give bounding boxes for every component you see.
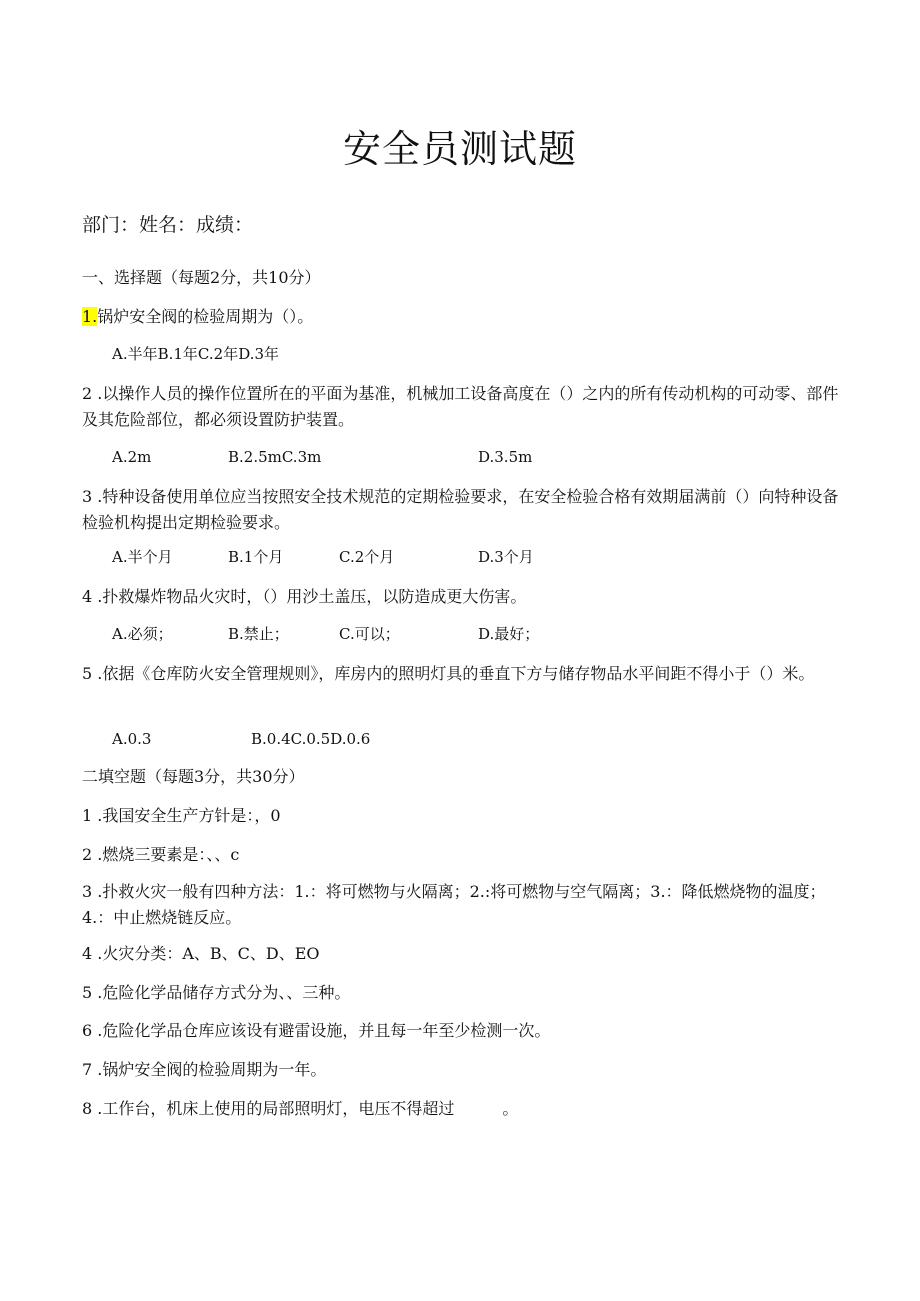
- question-4-option-d: D.最好；: [478, 625, 540, 643]
- question-5: [82, 661, 842, 687]
- section1-heading: 一、选择题（每题2分，共10分）: [82, 268, 321, 287]
- question-1-option-line: A.半年B.1年C.2年D.3年: [112, 345, 279, 363]
- question-4-option-a: A.必须；: [112, 625, 173, 643]
- fill-item-1: 1 .我国安全生产方针是：，0: [82, 806, 281, 825]
- question-3-option-d: D.3个月: [478, 548, 534, 566]
- question-3: [82, 484, 842, 536]
- question-2-option-bc: B.2.5mC.3m: [228, 448, 322, 466]
- info-line: 部门：姓名：成绩：: [82, 214, 254, 236]
- question-4-option-c: C.可以；: [339, 625, 400, 643]
- question-4: [82, 584, 526, 610]
- question-2-option-d: D.3.5m: [478, 448, 533, 466]
- question-2: [82, 381, 842, 433]
- question-3-option-a: A.半个月: [112, 548, 173, 566]
- question-4-option-b: B.禁止；: [228, 625, 289, 643]
- question-2-option-a: A.2m: [112, 448, 152, 466]
- question-3-text: .特种设备使用单位应当按照安全技术规范的定期检验要求，在安全检验合格有效期届满前（）向特种设备检验机构提出定期检验要求。: [82, 487, 839, 532]
- question-5-option-bcd: B.0.4C.0.5D.0.6: [251, 730, 371, 748]
- question-4-text: .扑救爆炸物品火灾时，（）用沙土盖压，以防造成更大伤害。: [92, 587, 527, 606]
- page-title: 安全员测试题: [342, 127, 577, 171]
- question-5-number: 5: [82, 664, 93, 683]
- question-3-option-b: B.1个月: [228, 548, 284, 566]
- question-5-option-a: A.0.3: [112, 730, 152, 748]
- fill-item-4: 4 .火灾分类：A、B、C、D、EO: [82, 944, 320, 963]
- question-1-number: 1.: [82, 307, 98, 326]
- fill-item-7: 7 .锅炉安全阀的检验周期为一年。: [82, 1060, 327, 1079]
- question-4-number: 4: [82, 587, 93, 606]
- fill-item-5: 5 .危险化学品储存方式分为、、三种。: [82, 983, 351, 1002]
- question-3-option-c: C.2个月: [339, 548, 395, 566]
- fill-item-8: 8 .工作台，机床上使用的局部照明灯，电压不得超过 。: [82, 1099, 519, 1118]
- question-2-number: 2: [82, 384, 93, 403]
- question-3-number: 3: [82, 487, 93, 506]
- section2-heading: 二填空题（每题3分，共30分）: [82, 767, 305, 786]
- fill-item-2: 2 .燃烧三要素是：、、c: [82, 845, 240, 864]
- question-1: [82, 304, 313, 330]
- fill-item-6: 6 .危险化学品仓库应该设有避雷设施，并且每一年至少检测一次。: [82, 1021, 551, 1040]
- question-5-text: .依据《仓库防火安全管理规则》，库房内的照明灯具的垂直下方与储存物品水平间距不得小于（）米。: [92, 664, 815, 683]
- question-1-text: 锅炉安全阀的检验周期为（）。: [97, 307, 314, 326]
- fill-item-3: 3 .扑救火灾一般有四种方法：1.：将可燃物与火隔离；2.:将可燃物与空气隔离；3.：降低燃烧物的温度；4.：中止燃烧链反应。: [82, 882, 826, 927]
- question-2-text: .以操作人员的操作位置所在的平面为基准，机械加工设备高度在（）之内的所有传动机构的可动零、部件及其危险部位，都必须设置防护装置。: [82, 384, 839, 429]
